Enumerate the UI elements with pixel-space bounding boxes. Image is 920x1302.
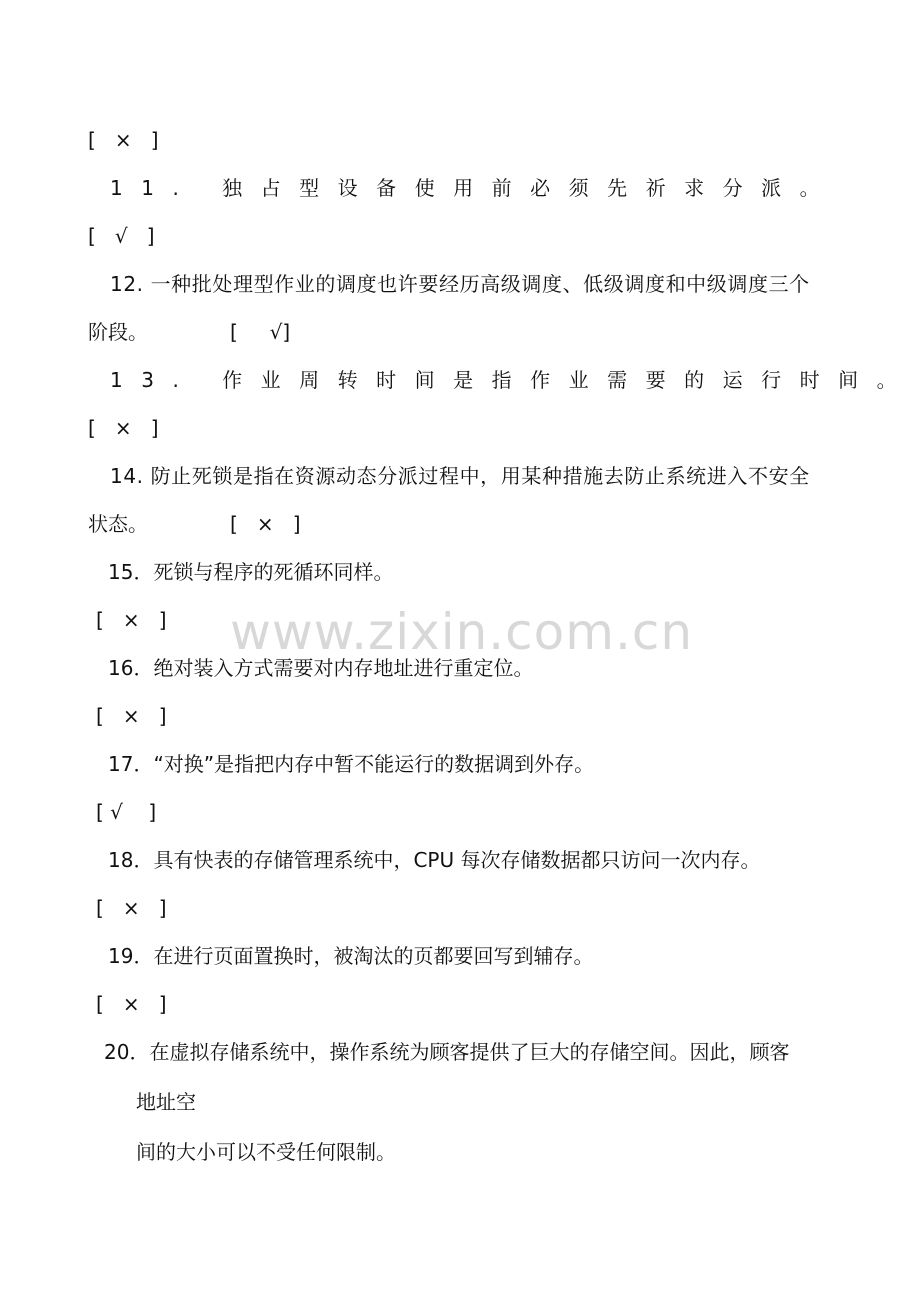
question-20-line-1: 20．在虚拟存储系统中，操作系统为顾客提供了巨大的存储空间。因此，顾客: [104, 1040, 790, 1064]
question-11: 11. 独占型设备使用前必须先祈求分派。: [110, 176, 839, 200]
question-16: 16．绝对装入方式需要对内存地址进行重定位。: [108, 656, 534, 680]
question-20-line-2: 地址空: [136, 1090, 196, 1114]
answer-q15: [ × ]: [96, 608, 167, 632]
question-18: 18．具有快表的存储管理系统中，CPU 每次存储数据都只访问一次内存。: [108, 848, 761, 872]
question-12-line-2: 阶段。: [88, 320, 148, 344]
answer-q17: [ √ ]: [96, 800, 157, 824]
watermark-text: www.zixin.com.cn: [230, 603, 694, 661]
answer-q10: [ × ]: [88, 128, 159, 152]
question-14-line-1: 14. 防止死锁是指在资源动态分派过程中，用某种措施去防止系统进入不安全: [110, 464, 810, 488]
question-19: 19．在进行页面置换时，被淘汰的页都要回写到辅存。: [108, 944, 594, 968]
question-14-line-2: 状态。: [88, 512, 148, 536]
answer-q16: [ × ]: [96, 704, 167, 728]
answer-q12: [ √]: [230, 320, 291, 344]
answer-q13: [ × ]: [88, 416, 159, 440]
question-20-line-3: 间的大小可以不受任何限制。: [136, 1140, 396, 1164]
answer-q19: [ × ]: [96, 992, 167, 1016]
answer-q11: [ √ ]: [88, 224, 155, 248]
question-12-line-1: 12. 一种批处理型作业的调度也许要经历高级调度、低级调度和中级调度三个: [110, 272, 810, 296]
question-15: 15．死锁与程序的死循环同样。: [108, 560, 394, 584]
question-13: 13. 作业周转时间是指作业需要的运行时间。: [110, 368, 916, 392]
question-17: 17．“对换”是指把内存中暂不能运行的数据调到外存。: [108, 752, 595, 776]
answer-q18: [ × ]: [96, 896, 167, 920]
answer-q14: [ × ]: [230, 512, 301, 536]
